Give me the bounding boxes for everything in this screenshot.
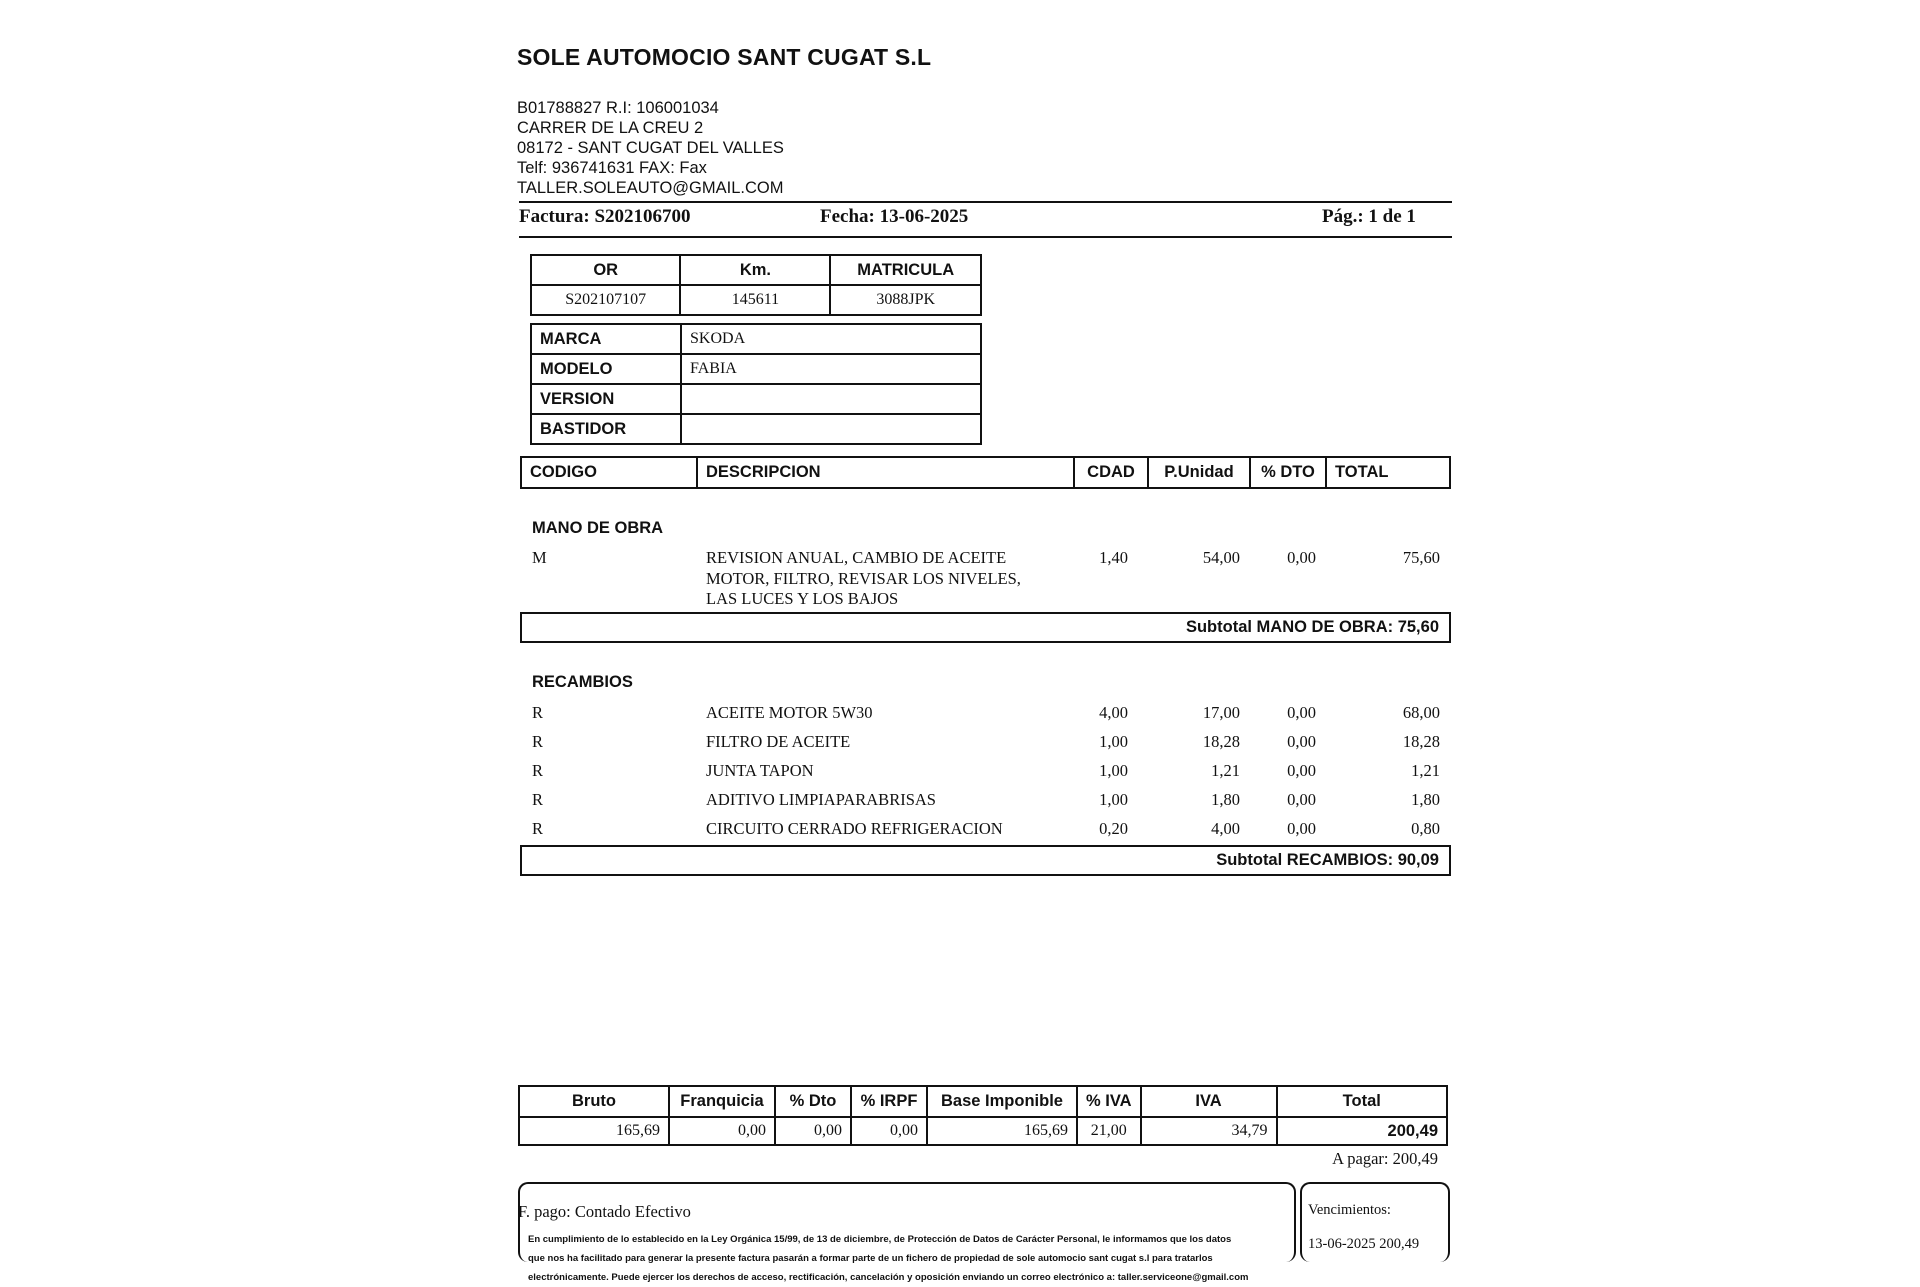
totals-bruto: 165,69 [519,1117,669,1145]
labor-desc-line: REVISION ANUAL, CAMBIO DE ACEITE [706,548,1007,567]
part-dto: 0,00 [1287,732,1316,751]
vehicle-value-version [681,384,981,414]
part-dto: 0,00 [1287,761,1316,780]
totals-header-franquicia: Franquicia [669,1086,775,1117]
company-phone: Telf: 936741631 FAX: Fax [517,159,707,177]
part-dto: 0,00 [1287,703,1316,722]
labor-item-qty: 1,40 [1099,548,1128,567]
items-header [520,456,1451,489]
col-descripcion: DESCRIPCION [697,457,1074,488]
vehicle-value-bastidor [681,414,981,444]
part-qty: 4,00 [1099,703,1128,722]
part-dto: 0,00 [1287,819,1316,838]
totals-iva: 34,79 [1141,1117,1277,1145]
col-cdad: CDAD [1074,457,1148,488]
col-dto: % DTO [1250,457,1326,488]
part-unit: 4,00 [1211,819,1240,838]
part-qty: 1,00 [1099,761,1128,780]
part-desc: ACEITE MOTOR 5W30 [706,703,873,722]
legal-line: que nos ha facilitado para generar la presente factura pasarán a formar parte de un fichero de propiedad de sole automocio sant cugat s.l para tratarlos [528,1253,1213,1264]
part-total: 68,00 [1402,703,1440,722]
company-tax-id: B01788827 R.I: 106001034 [517,99,719,117]
totals-irpf: 0,00 [851,1117,927,1145]
amount-due: A pagar: 200,49 [1332,1149,1438,1168]
vehicle-table [530,323,982,445]
part-total: 0,80 [1411,819,1440,838]
vehicle-label-bastidor: BASTIDOR [531,414,681,444]
totals-franquicia: 0,00 [669,1117,775,1145]
due-date-entry: 13-06-2025 200,49 [1308,1236,1420,1252]
mileage: 145611 [680,285,830,315]
part-unit: 18,28 [1202,732,1240,751]
order-number: S202107107 [531,285,680,315]
labor-subtotal: Subtotal MANO DE OBRA: 75,60 [520,612,1451,643]
header-bottom-rule [519,236,1452,238]
company-email: TALLER.SOLEAUTO@GMAIL.COM [517,179,784,197]
labor-item-desc [706,548,1021,610]
legal-line: electrónicamente. Puede ejercer los derechos de acceso, rectificación, cancelación y oposición enviando un correo electrónico a: taller.serviceone@gmail.com [528,1272,1249,1283]
invoice-number: Factura: S202106700 [519,206,691,227]
part-code: R [532,761,544,780]
labor-item-code: M [532,548,547,567]
vehicle-label-version: VERSION [531,384,681,414]
col-codigo: CODIGO [521,457,697,488]
labor-section-title: MANO DE OBRA [532,519,664,537]
parts-section-title: RECAMBIOS [532,673,633,691]
part-dto: 0,00 [1287,790,1316,809]
company-city: 08172 - SANT CUGAT DEL VALLES [517,139,784,157]
payment-box [518,1182,1296,1283]
labor-item-total: 75,60 [1402,548,1440,567]
totals-base: 165,69 [927,1117,1077,1145]
order-header-km: Km. [680,255,830,285]
part-desc: ADITIVO LIMPIAPARABRISAS [706,790,936,809]
part-total: 1,80 [1411,790,1440,809]
vehicle-value-marca: SKODA [681,324,981,354]
labor-desc-line: MOTOR, FILTRO, REVISAR LOS NIVELES, [706,568,1021,588]
part-unit: 17,00 [1202,703,1240,722]
part-code: R [532,819,544,838]
legal-notice [528,1230,1288,1287]
legal-line: En cumplimiento de lo establecido en la Ley Orgánica 15/99, de 13 de diciembre, de Protección de Datos de Carácter Personal, le informamos que los datos [528,1234,1232,1245]
totals-dto: 0,00 [775,1117,851,1145]
order-table [530,254,982,316]
totals-header-iva: IVA [1141,1086,1277,1117]
totals-header-base: Base Imponible [927,1086,1077,1117]
part-desc: JUNTA TAPON [706,761,814,780]
part-unit: 1,80 [1211,790,1240,809]
col-total: TOTAL [1326,457,1450,488]
col-punidad: P.Unidad [1148,457,1250,488]
totals-header-iva-pct: % IVA [1077,1086,1141,1117]
parts-subtotal: Subtotal RECAMBIOS: 90,09 [520,845,1451,876]
labor-item-unit: 54,00 [1202,548,1240,567]
part-unit: 1,21 [1211,761,1240,780]
payment-method: F. pago: Contado Efectivo [518,1202,691,1221]
page-number: Pág.: 1 de 1 [1322,206,1416,227]
order-header-or: OR [531,255,680,285]
invoice-date: Fecha: 13-06-2025 [820,206,969,227]
due-dates-label: Vencimientos: [1308,1202,1391,1218]
company-name: SOLE AUTOMOCIO SANT CUGAT S.L [517,44,932,70]
totals-header-total: Total [1277,1086,1447,1117]
totals-table [518,1085,1448,1146]
totals-total: 200,49 [1277,1117,1447,1145]
totals-header-dto: % Dto [775,1086,851,1117]
part-code: R [532,703,544,722]
company-street: CARRER DE LA CREU 2 [517,119,704,137]
labor-desc-line: LAS LUCES Y LOS BAJOS [706,589,899,608]
part-desc: FILTRO DE ACEITE [706,732,851,751]
totals-header-irpf: % IRPF [851,1086,927,1117]
totals-header-bruto: Bruto [519,1086,669,1117]
vehicle-label-modelo: MODELO [531,354,681,384]
header-top-rule [519,201,1452,203]
part-qty: 1,00 [1099,790,1128,809]
labor-item-dto: 0,00 [1287,548,1316,567]
vehicle-label-marca: MARCA [531,324,681,354]
part-qty: 1,00 [1099,732,1128,751]
vehicle-value-modelo: FABIA [681,354,981,384]
order-header-plate: MATRICULA [830,255,981,285]
due-dates-box [1300,1182,1450,1262]
part-code: R [532,790,544,809]
totals-iva-pct: 21,00 [1077,1117,1141,1145]
license-plate: 3088JPK [830,285,981,315]
part-qty: 0,20 [1099,819,1128,838]
part-total: 1,21 [1411,761,1440,780]
part-total: 18,28 [1402,732,1440,751]
part-code: R [532,732,544,751]
part-desc: CIRCUITO CERRADO REFRIGERACION [706,819,1003,838]
